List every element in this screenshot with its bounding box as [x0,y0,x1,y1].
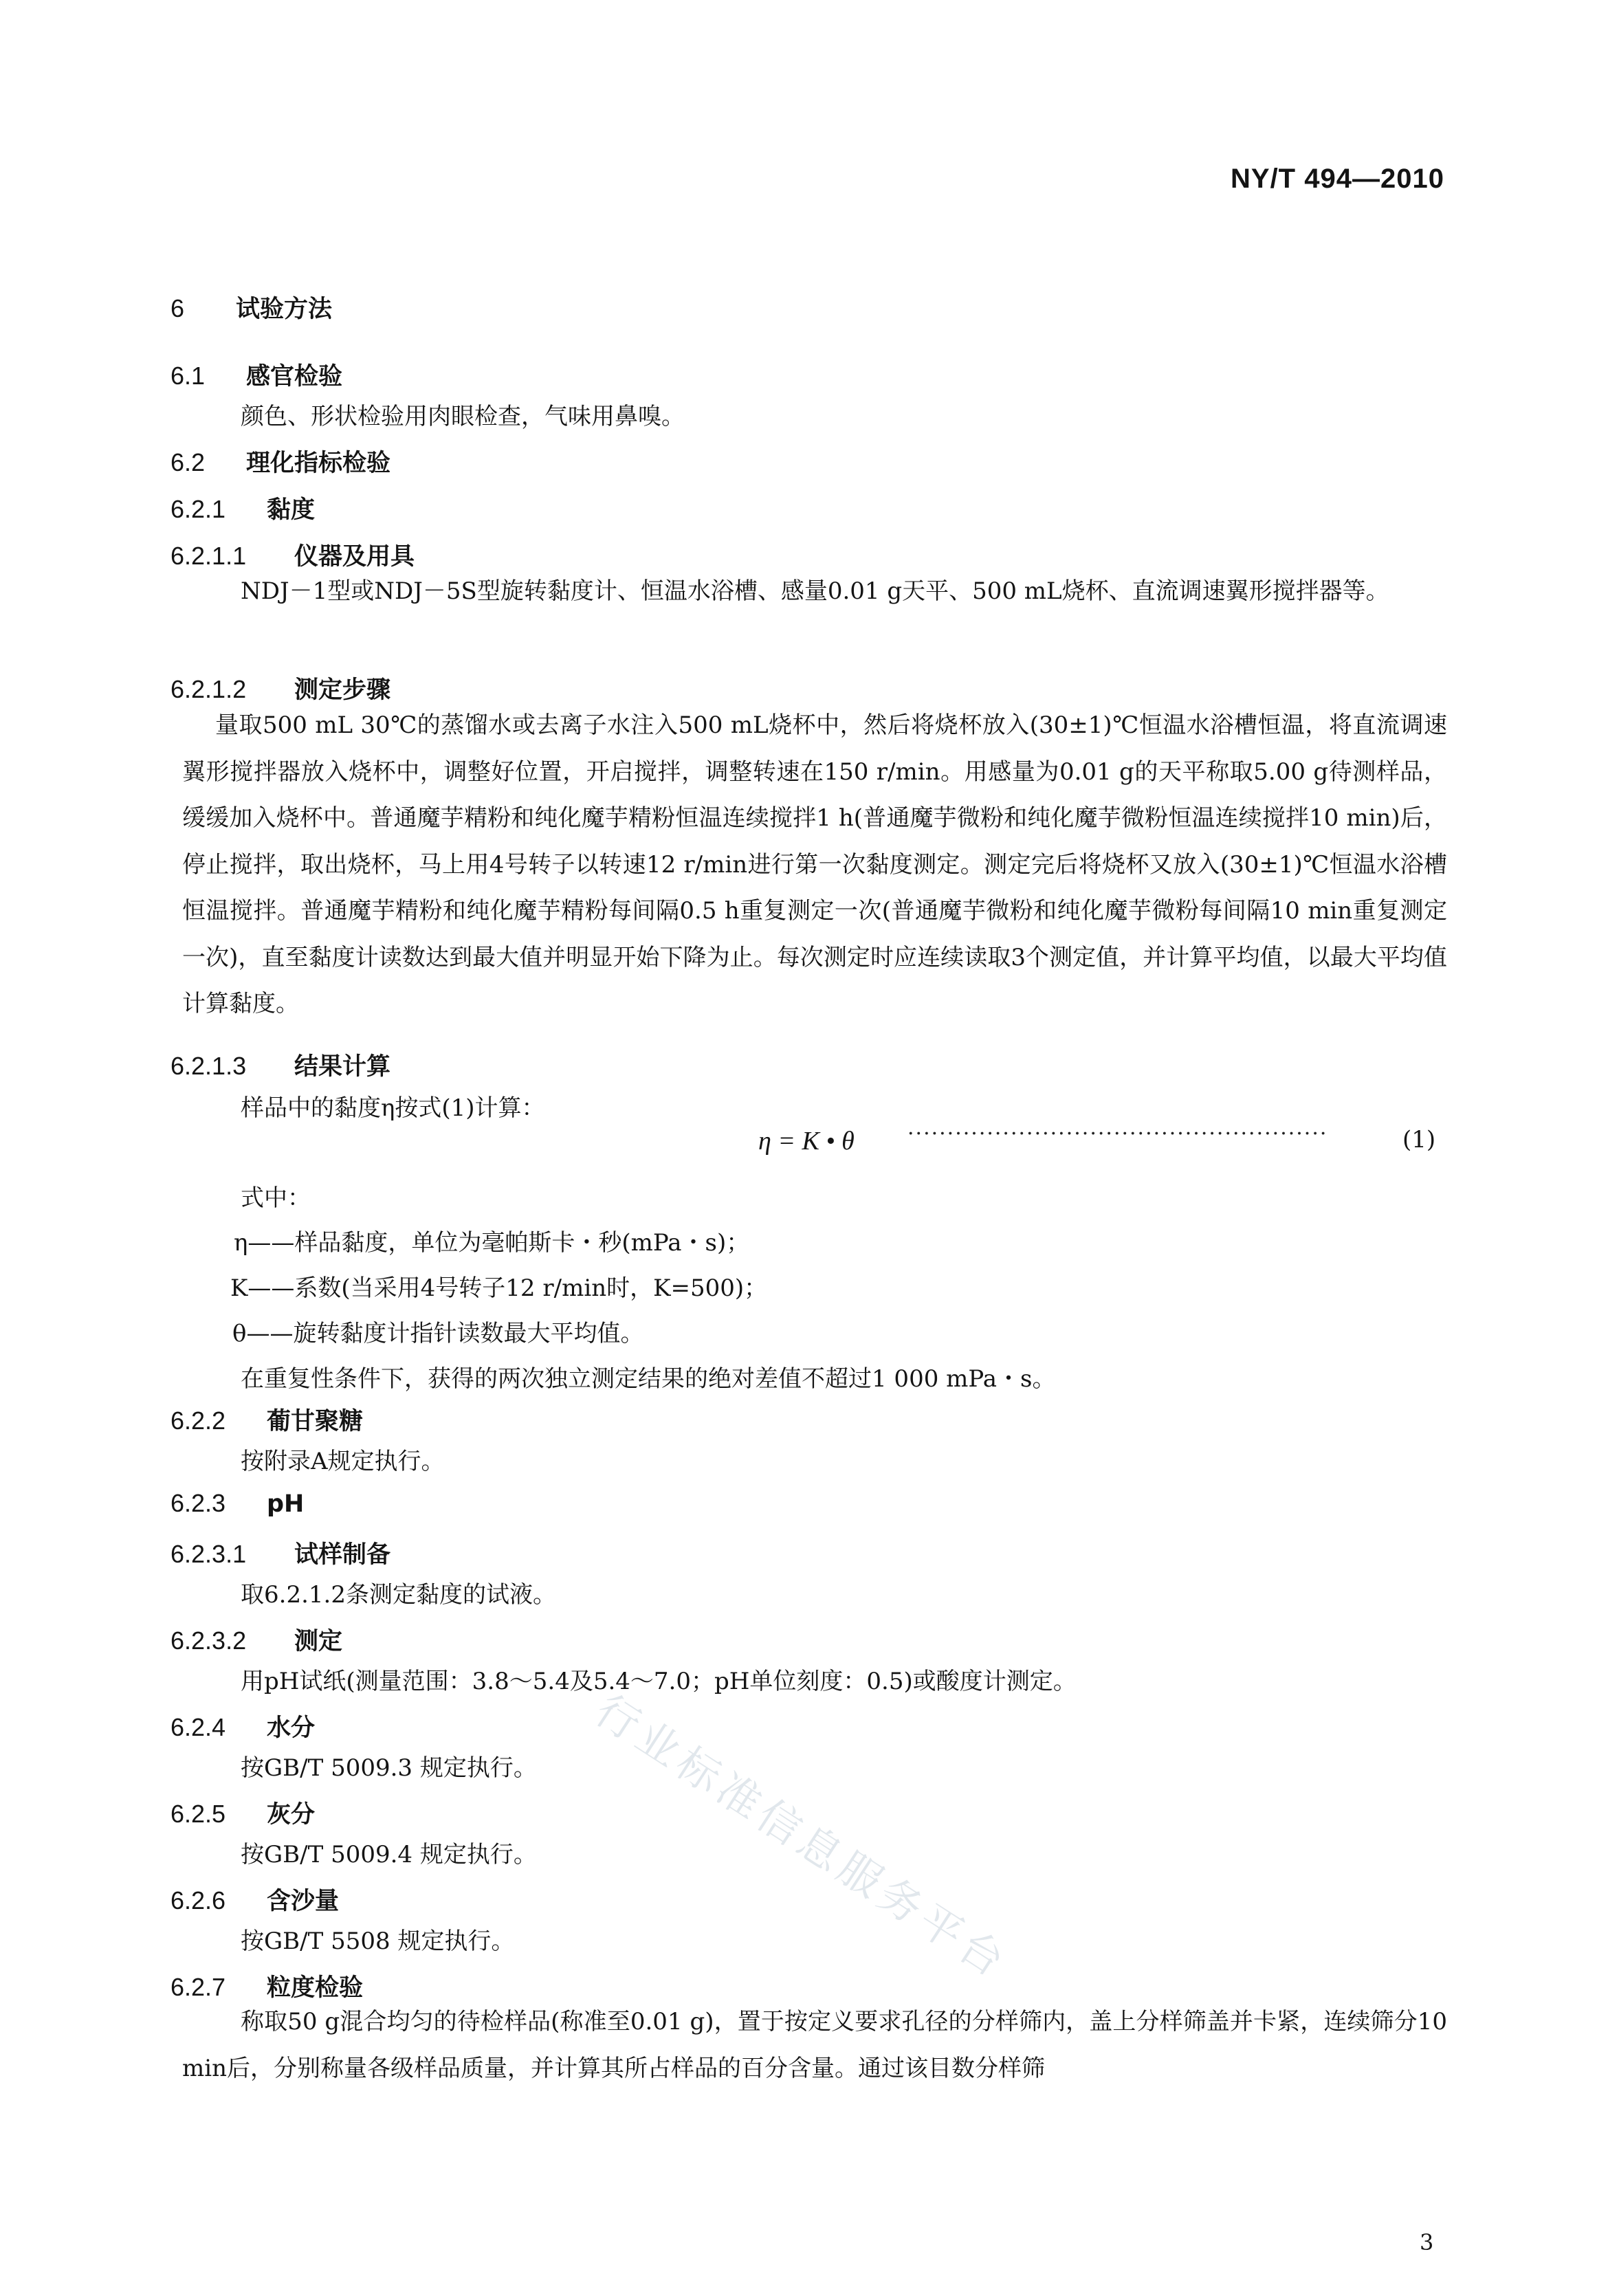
heading-title: pH [267,1490,305,1518]
heading-6-2-5 [170,1796,315,1830]
equation-number: (1) [1402,1126,1436,1153]
heading-title: 试样制备 [294,1541,391,1569]
heading-number: 6.2.3 [170,1489,226,1517]
heading-title: 测定 [294,1628,343,1655]
heading-title: 感官检验 [246,363,343,390]
paragraph-6-2-4: 按GB/T 5009.3 规定执行。 [241,1754,537,1782]
heading-title: 粒度检验 [267,1974,364,2002]
heading-title: 仪器及用具 [294,543,415,571]
paragraph-6-2-3-1: 取6.2.1.2条测定黏度的试液。 [241,1581,556,1609]
paragraph-6-2-1-3-intro: 样品中的黏度η按式(1)计算： [241,1094,545,1122]
heading-6-2-3 [170,1489,304,1518]
heading-title: 水分 [267,1714,316,1742]
heading-number: 6.2.1.1 [170,542,247,570]
heading-number: 6.2.4 [170,1713,226,1741]
paragraph-6-2-7: 称取50 g混合均匀的待检样品(称准至0.01 g)，置于按定义要求孔径的分样筛内，盖上分样筛盖并卡紧，连续筛分10 min后，分别称量各级样品质量，并计算其所占样品的百分含量。通过该目数分样筛 [182,2008,1447,2082]
definition-k: K——系数(当采用4号转子12 r/min时，K=500)； [230,1274,768,1302]
heading-number: 6.2.1.3 [170,1052,247,1080]
where-label: 式中： [241,1184,311,1212]
heading-6-2-1-1 [170,538,415,572]
heading-6-2-2 [170,1402,363,1437]
paragraph-6-2-5: 按GB/T 5009.4 规定执行。 [241,1841,537,1868]
heading-6-2-1-2 [170,671,390,705]
paragraph-6-2-1-2: 量取500 mL 30℃的蒸馏水或去离子水注入500 mL烧杯中，然后将烧杯放入(30±1)℃恒温水浴槽恒温，将直流调速翼形搅拌器放入烧杯中，调整好位置，开启搅拌，调整转速在150 r/min。用感量为0.01 g的天平称取5.00 g待测样品，缓缓加入烧杯中。普通魔芋精粉和纯化魔芋精粉恒温连续搅拌1 h(普通魔芋微粉和纯化魔芋微粉恒温连续搅拌10 min)后，停止搅拌，取出烧杯，马上用4号转子以转速12 r/min进行第一次黏度测定。测定完后将烧杯又放入(30±1)℃恒温水浴槽恒温搅拌。普通魔芋精粉和纯化魔芋精粉每间隔0.5 h重复测定一次(普通魔芋微粉和纯化魔芋微粉每间隔10 min重复测定一次)，直至黏度计读数达到最大值并明显开始下降为止。每次测定时应连续读取3个测定值，并计算平均值，以最大平均值计算黏度。 [182,711,1447,1017]
heading-number: 6.2.1 [170,495,226,523]
heading-number: 6.2.5 [170,1800,226,1828]
repeatability-statement: 在重复性条件下，获得的两次独立测定结果的绝对差值不超过1 000 mPa・s。 [241,1365,1056,1393]
heading-number: 6.2.7 [170,1973,226,2001]
heading-number: 6.2.3.2 [170,1626,247,1655]
standard-number: NY/T 494—2010 [1231,164,1444,194]
heading-number: 6.2 [170,448,206,476]
definition-eta: η——样品黏度，单位为毫帕斯卡・秒(mPa・s)； [234,1229,750,1257]
heading-6-2-1-3 [170,1048,390,1082]
heading-6-2-3-1 [170,1536,390,1570]
heading-title: 试验方法 [236,296,333,323]
paragraph-6-2-6: 按GB/T 5508 规定执行。 [241,1928,515,1955]
heading-number: 6.2.6 [170,1886,226,1914]
heading-title: 灰分 [267,1801,316,1829]
heading-6-2-6 [170,1882,339,1917]
heading-6-2-3-2 [170,1622,342,1657]
heading-title: 测定步骤 [294,676,391,704]
paragraph-6-2-1-1: NDJ－1型或NDJ－5S型旋转黏度计、恒温水浴槽、感量0.01 g天平、500 mL烧杯、直流调速翼形搅拌器等。 [241,577,1389,605]
heading-number: 6 [170,294,185,322]
heading-number: 6.1 [170,362,206,390]
heading-title: 理化指标检验 [246,450,391,477]
heading-6-1 [170,357,342,392]
watermark: 行业标准信息服务平台 [586,1684,1018,1989]
heading-title: 葡甘聚糖 [267,1408,364,1435]
heading-number: 6.2.2 [170,1406,226,1435]
heading-title: 黏度 [267,496,316,524]
heading-title: 结果计算 [294,1053,391,1081]
equation-leader-dots: ····················································· [907,1122,1328,1146]
heading-6-2 [170,444,390,478]
definition-theta: θ——旋转黏度计指针读数最大平均值。 [232,1320,644,1347]
heading-6-2-7 [170,1969,363,2003]
page-number: 3 [1420,2229,1434,2255]
paragraph-6-1: 颜色、形状检验用肉眼检查，气味用鼻嗅。 [241,403,685,430]
heading-number: 6.2.3.1 [170,1540,247,1568]
heading-6-2-1 [170,491,315,525]
equation-1: η = K • θ [758,1127,855,1156]
heading-6-2-4 [170,1709,315,1743]
heading-title: 含沙量 [267,1888,340,1915]
paragraph-6-2-3-2: 用pH试纸(测量范围：3.8～5.4及5.4～7.0；pH单位刻度：0.5)或酸度计测定。 [241,1668,1077,1695]
paragraph-6-2-2: 按附录A规定执行。 [241,1448,445,1475]
heading-6 [170,290,332,324]
heading-number: 6.2.1.2 [170,675,247,703]
